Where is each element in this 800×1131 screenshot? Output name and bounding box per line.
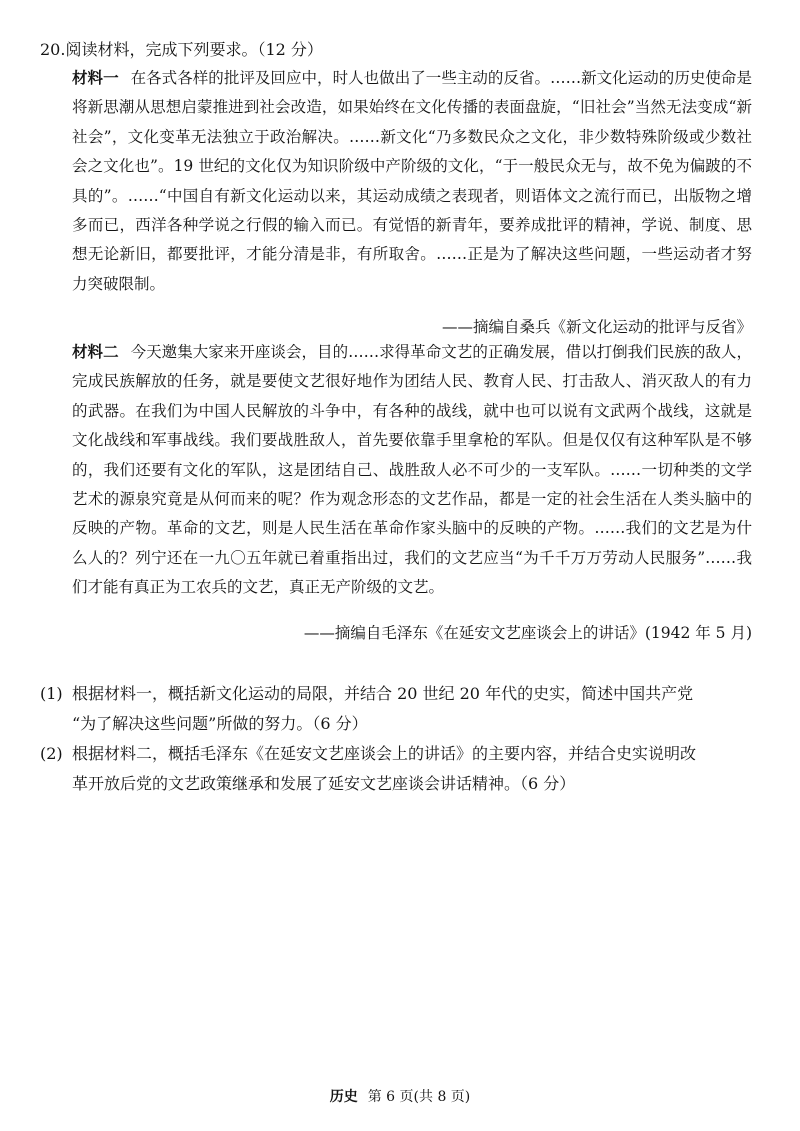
subquestion-1-line1: [40, 679, 750, 709]
footer-page-number: 第 6 页(共 8 页): [367, 1089, 471, 1105]
subquestion-2: [40, 739, 750, 798]
material-two-label: 材料二: [72, 343, 119, 361]
subquestion-2-number: (2): [40, 744, 63, 763]
subquestion-1-line2: “为了解决这些问题”所做的努力。（6 分）: [72, 713, 368, 733]
footer-subject: 历史: [329, 1089, 358, 1105]
material-one-source: ——摘编自桑兵《新文化运动的批评与反省》: [441, 318, 752, 336]
subquestion-2-text: 根据材料二，概括毛泽东《在延安文艺座谈会上的讲话》的主要内容，并结合史实说明改: [72, 744, 697, 763]
material-one: [72, 64, 752, 299]
subquestion-1-text: 根据材料一，概括新文化运动的局限，并结合 20 世纪 20 年代的史实，简述中国共产党: [72, 684, 694, 703]
subquestion-1: [40, 679, 750, 738]
subquestion-2-line2: 革开放后党的文艺政策继承和发展了延安文艺座谈会讲话精神。（6 分）: [72, 773, 576, 793]
question-header: 20.阅读材料，完成下列要求。（12 分）: [40, 40, 323, 59]
subquestion-1-number: (1): [40, 684, 63, 703]
material-one-label: 材料一: [72, 69, 119, 87]
material-two: [72, 338, 752, 603]
page-footer: [0, 1087, 800, 1107]
subquestion-2-line1: [40, 739, 750, 769]
material-one-text: 在各式各样的批评及回应中，时人也做出了一些主动的反省。……新文化运动的历史使命是将新思潮从思想启蒙推进到社会改造，如果始终在文化传播的表面盘旋，“旧社会”当然无法变成“新社会”，文化变革无法独立于政治解决。……新文化“乃多数民众之文化，非少数特殊阶级或少数社会之文化也”。19 世纪的文化仅为知识阶级中产阶级的文化，“于一般民众无与，故不免为偏跛的不具的”。……“中国自有新文化运动以来，其运动成绩之表现者，则语体文之流行而已，出版物之增多而已，西洋各种学说之行假的输入而已。有觉悟的新青年，要养成批评的精神，学说、制度、思想无论新旧，都要批评，才能分清是非，有所取舍。……正是为了解决这些问题，一些运动者才努力突破限制。: [72, 69, 752, 293]
material-two-text: 今天邀集大家来开座谈会，目的……求得革命文艺的正确发展，借以打倒我们民族的敌人，完成民族解放的任务，就是要使文艺很好地作为团结人民、教育人民、打击敌人、消灭敌人的有力的武器。在我们为中国人民解放的斗争中，有各种的战线，就中也可以说有文武两个战线，这就是文化战线和军事战线。我们要战胜敌人，首先要依靠手里拿枪的军队。但是仅仅有这种军队是不够的，我们还要有文化的军队，这是团结自己、战胜敌人必不可少的一支军队。……一切种类的文学艺术的源泉究竟是从何而来的呢？作为观念形态的文艺作品，都是一定的社会生活在人类头脑中的反映的产物。革命的文艺，则是人民生活在革命作家头脑中的反映的产物。……我们的文艺是为什么人的？列宁还在一九〇五年就已着重指出过，我们的文艺应当“为千千万万劳动人民服务”……我们才能有真正为工农兵的文艺，真正无产阶级的文艺。: [72, 343, 752, 597]
material-two-source: ——摘编自毛泽东《在延安文艺座谈会上的讲话》(1942 年 5 月): [303, 624, 752, 642]
